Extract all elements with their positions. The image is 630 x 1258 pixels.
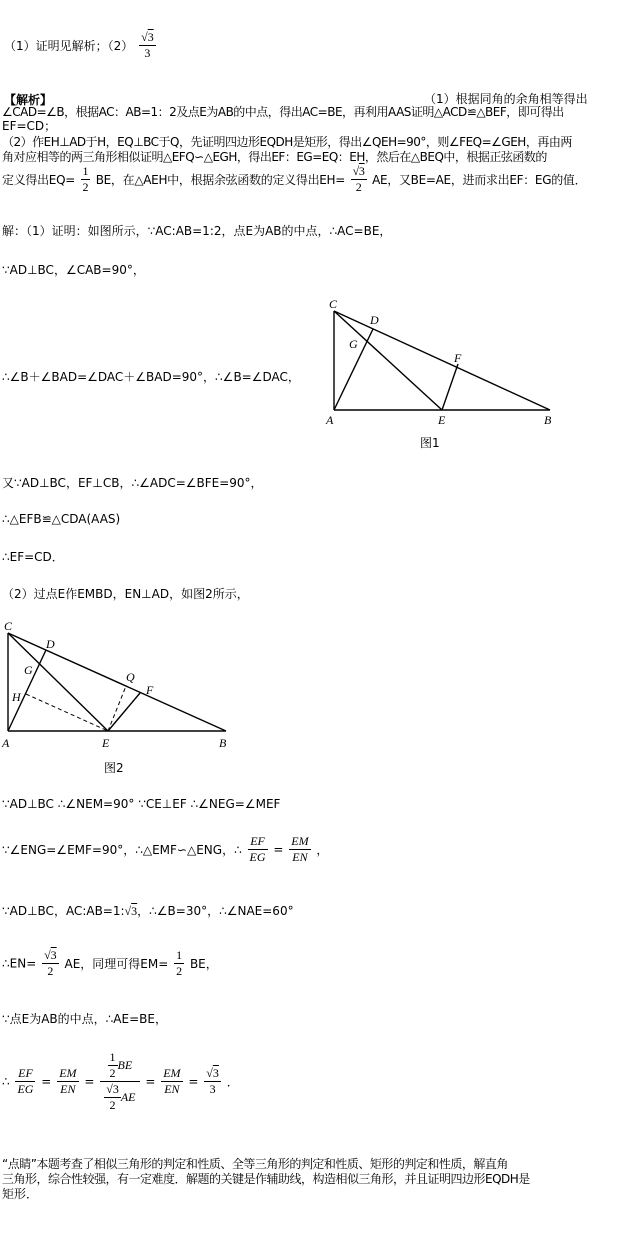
fig2-segment-he — [26, 694, 108, 731]
solution-line-9: ∵∠ENG=∠EMF=90°，∴△EMF∽△ENG，∴ $\frac{EF}{EG}$ = $\frac{EM}{EN}$ ， — [2, 834, 329, 864]
fig1-label-g: G — [349, 337, 358, 351]
fig1-caption: 图1 — [420, 436, 440, 450]
fig1-label-d: D — [370, 313, 379, 327]
solution-line-12: ∵点E为AB的中点，∴AE=BE， — [2, 1012, 167, 1026]
answer-text: （1）证明见解析；（2） — [4, 39, 134, 53]
figure-1-diagram — [320, 295, 560, 455]
solution-line-4: 又∵AD⊥BC，EF⊥CB，∴∠ADC=∠BFE=90°， — [2, 476, 263, 490]
fig1-segment-cb — [334, 311, 550, 410]
fig2-label-h: H — [12, 690, 21, 704]
analysis-label: 【解析】 — [4, 93, 53, 107]
solution-line-6: ∴EF=CD． — [2, 550, 64, 564]
fig1-segment-ef — [442, 364, 458, 410]
analysis-line-4: （2）作EH⊥AD于H，EQ⊥BC于Q，先证明四边形EQDH是矩形，得出∠QEH=90°，则∠FEQ=∠GEH，再由两 — [2, 135, 572, 149]
fig2-label-q: Q — [126, 670, 135, 684]
analysis-line-2: ∠CAD=∠B，根据AC：AB=1：2及点E为AB的中点，得出AC=BE，再利用AAS证明△ACD≌△BEF，即可得出 — [2, 105, 564, 119]
final-fraction-root3-over-3: $\frac{√3}{3}$ — [206, 1066, 219, 1096]
fig2-label-d: D — [46, 637, 55, 651]
fraction-root3-over-2: $\frac{√3}{2}$ — [352, 164, 365, 194]
solution-line-10: ∵AD⊥BC，AC:AB=1:√3，∴∠B=30°，∴∠NAE=60° — [2, 904, 294, 918]
fig2-segment-ef — [108, 693, 140, 731]
fig1-label-f: F — [454, 351, 462, 365]
fig2-segment-eq — [108, 686, 126, 731]
analysis-line-6: 定义得出EQ= $\frac{1}{2}$ BE，在△AEH中，根据余弦函数的定义得出EH= $\frac{√3}{2}$ AE，又BE=AE，进而求出EF：EG的值． — [2, 164, 587, 194]
comment-line-1: “点睛”本题考查了相似三角形的判定和性质、全等三角形的判定和性质、矩形的判定和性质，解直角 — [2, 1157, 508, 1171]
fig2-label-b: B — [219, 736, 227, 750]
fig2-segment-ce — [8, 633, 108, 731]
final-fraction-em-en: $\frac{EM}{EN}$ — [59, 1066, 77, 1096]
analysis-first-line-right: （1）根据同角的余角相等得出 — [424, 92, 588, 106]
fig2-label-a: A — [2, 736, 10, 750]
solution-line-7: （2）过点E作EMBD，EN⊥AD，如图2所示， — [2, 587, 249, 601]
comment-line-3: 矩形． — [2, 1187, 39, 1201]
analysis-line-5: 角对应相等的两三角形相似证明△EFQ∽△EGH，得出EF：EG=EQ：EH，然后在△BEQ中，根据正弦函数的 — [2, 150, 547, 164]
solution-line-1: 解：（1）证明：如图所示，∵AC:AB=1:2，点E为AB的中点，∴AC=BE， — [2, 224, 392, 238]
fig1-label-b: B — [544, 413, 552, 427]
fraction-ef-eg: $\frac{EF}{EG}$ — [249, 834, 266, 864]
fig2-label-f: F — [146, 683, 154, 697]
fig2-label-g: G — [24, 663, 33, 677]
solution-line-2: ∵AD⊥BC，∠CAB=90°， — [2, 263, 145, 277]
comment-line-2: 三角形，综合性较强，有一定难度．解题的关键是作辅助线，构造相似三角形，并且证明四边形EQDH是 — [2, 1172, 530, 1186]
analysis-line-3: EF=CD； — [2, 119, 57, 133]
final-fraction-em-en-2: $\frac{EM}{EN}$ — [163, 1066, 181, 1096]
fig2-label-e: E — [102, 736, 110, 750]
final-compound-fraction: $\frac{1}{2}$ BE $\frac{√3}{2}$ AE — [100, 1050, 139, 1113]
solution-line-11: ∴EN= $\frac{√3}{2}$ AE，同理可得EM= $\frac{1}{2}$ BE， — [2, 948, 218, 978]
fraction-root3-over-2-en: $\frac{√3}{2}$ — [44, 948, 57, 978]
fig1-segment-ce — [334, 311, 442, 410]
figure-2-diagram — [0, 615, 240, 780]
solution-line-5: ∴△EFB≌△CDA(AAS) — [2, 512, 121, 526]
fig2-caption: 图2 — [104, 761, 124, 775]
fig2-segment-cb — [8, 633, 226, 731]
fig1-label-c: C — [329, 297, 338, 311]
root-3: √3 — [124, 904, 138, 918]
fraction-em-en: $\frac{EM}{EN}$ — [291, 834, 309, 864]
solution-line-3: ∴∠B＋∠BAD=∠DAC＋∠BAD=90°，∴∠B=∠DAC， — [2, 370, 300, 384]
final-fraction-ef-eg: $\frac{EF}{EG}$ — [17, 1066, 34, 1096]
solution-line-13: ∴ $\frac{EF}{EG}$ = $\frac{EM}{EN}$ = $\frac{1}{2}$ BE $\frac{√3}{2}$ AE = $\frac{EM}{EN}$ = $\frac{√3}{3}$ ． — [2, 1050, 239, 1112]
fig1-label-e: E — [438, 413, 446, 427]
answer-fraction: $\frac{√3}{3}$ — [141, 30, 154, 60]
solution-line-8: ∵AD⊥BC ∴∠NEM=90° ∵CE⊥EF ∴∠NEG=∠MEF — [2, 797, 281, 811]
fraction-one-half-em: $\frac{1}{2}$ — [176, 948, 183, 978]
fig2-label-c: C — [4, 619, 13, 633]
fig1-label-a: A — [326, 413, 334, 427]
fraction-one-half: $\frac{1}{2}$ — [82, 164, 89, 194]
answer-line — [4, 30, 158, 61]
